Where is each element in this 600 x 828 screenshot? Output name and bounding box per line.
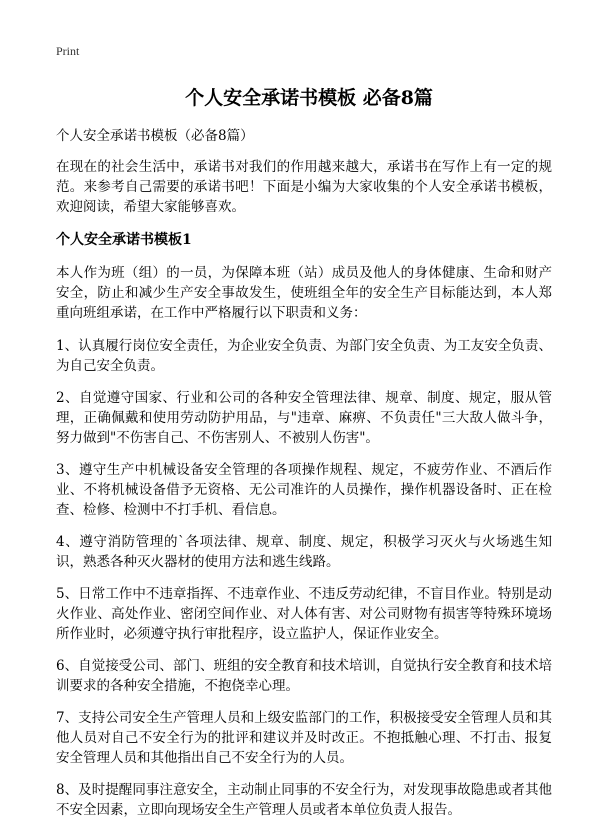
list-item: 8、及时提醒同事注意安全，主动制止同事的不安全行为，对发现事故隐患或者其他不安全因素，立即向现场安全生产管理人员或者本单位负责人报告。 <box>56 782 552 818</box>
list-item: 4、遵守消防管理的`各项法律、规章、制度、规定，积极学习灭火与火场逃生知识，熟悉各种灭火器材的使用方法和逃生线路。 <box>56 534 552 570</box>
list-item: 3、遵守生产中机械设备安全管理的各项操作规程、规定，不疲劳作业、不酒后作业、不将机械设备借予无资格、无公司准许的人员操作，操作机器设备时、正在检查、检修、检测中不打手机、看信息。 <box>56 462 552 518</box>
intro-paragraph: 在现在的社会生活中，承诺书对我们的作用越来越大，承诺书在写作上有一定的规范。来参考自己需要的承诺书吧！下面是小编为大家收集的个人安全承诺书模板，欢迎阅读，希望大家能够喜欢。 <box>56 159 552 215</box>
list-item: 6、自觉接受公司、部门、班组的安全教育和技术培训，自觉执行安全教育和技术培训要求的各种安全措施，不抱侥幸心理。 <box>56 658 552 694</box>
list-item: 2、自觉遵守国家、行业和公司的各种安全管理法律、规章、制度、规定，服从管理，正确佩戴和使用劳动防护用品，与"违章、麻痹、不负责任"三大敌人做斗争，努力做到"不伤害自己、不伤害别人、不被别人伤害"。 <box>56 390 552 446</box>
list-item: 5、日常工作中不违章指挥、不违章作业、不违反劳动纪律，不盲目作业。特别是动火作业、高处作业、密闭空间作业、对人体有害、对公司财物有损害等特殊环境场所作业时，必须遵守执行审批程序，设立监护人，保证作业安全。 <box>56 586 552 642</box>
list-item: 7、支持公司安全生产管理人员和上级安监部门的工作，积极接受安全管理人员和其他人员对自己不安全行为的批评和建议并及时改正。不抱抵触心理、不打击、报复安全管理人员和其他指出自己不安全行为的人员。 <box>56 710 552 766</box>
print-link[interactable]: Print <box>56 44 80 58</box>
section-heading: 个人安全承诺书模板1 <box>56 232 192 248</box>
document-subtitle: 个人安全承诺书模板（必备8篇） <box>56 128 254 144</box>
document-title: 个人安全承诺书模板 必备8篇 <box>185 87 433 109</box>
list-item: 1、认真履行岗位安全责任，为企业安全负责、为部门安全负责、为工友安全负责、为自己安全负责。 <box>56 338 552 374</box>
section-intro-paragraph: 本人作为班（组）的一员，为保障本班（站）成员及他人的身体健康、生命和财产安全，防止和减少生产安全事故发生，使班组全年的安全生产目标能达到，本人郑重向班组承诺，在工作中严格履行以下职责和义务： <box>56 265 552 321</box>
